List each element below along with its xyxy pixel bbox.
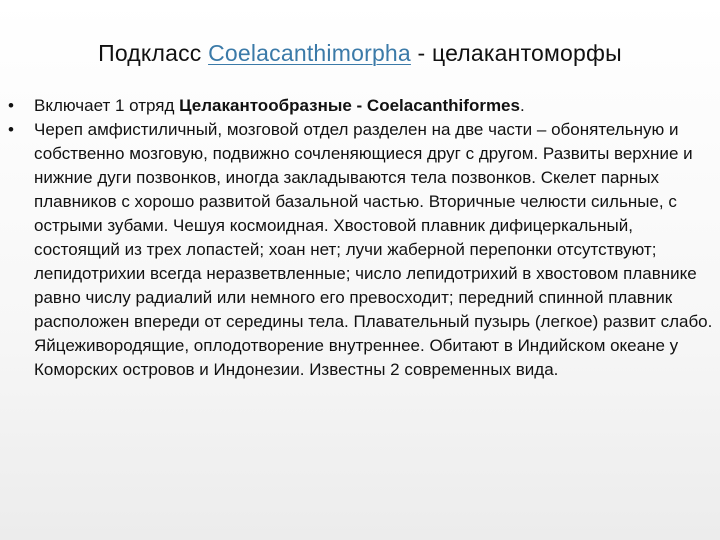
bullet-tail-text: .	[519, 96, 525, 115]
bullet-list	[8, 94, 716, 382]
bullet-marker: •	[8, 120, 14, 139]
title-prefix: Подкласс	[98, 40, 209, 66]
bullet-bold-text: Целакантообразные - Coelacanthiformes	[179, 96, 520, 115]
title-suffix: - целакантоморфы	[410, 40, 622, 66]
bullet-marker: •	[8, 96, 14, 115]
bullet-lead-text: Включает 1 отряд	[34, 96, 180, 115]
bullet-item-order	[8, 94, 716, 118]
title-latin-name-link[interactable]: Coelacanthimorpha	[208, 40, 411, 66]
bullet-description-text: Череп амфистиличный, мозговой отдел разделен на две части – обонятельную и собственно мозговую, подвижно сочленяющиеся друг с другом. Развиты верхние и нижние дуги позвонков, иногда закладываются тела позвонков. Скелет парных плавников с хорошо развитой базальной частью. Вторичные челюсти сильные, с острыми зубами. Чешуя космоидная. Хвостовой плавник дифицеркальный, состоящий из трех лопастей; хоан нет; лучи жаберной перепонки отсутствуют; лепидотрихии всегда неразветвленные; число лепидотрихий в хвостовом плавнике равно числу радиалий или немного его превосходит; передний спинной плавник расположен впереди от середины тела. Плавательный пузырь (легкое) развит слабо. Яйцеживородящие, оплодотворение внутреннее. Обитают в Индийском океане у Коморских островов и Индонезии. Известны 2 современных вида.	[34, 120, 713, 379]
bullet-item-description	[8, 118, 716, 382]
slide-title	[0, 38, 720, 68]
